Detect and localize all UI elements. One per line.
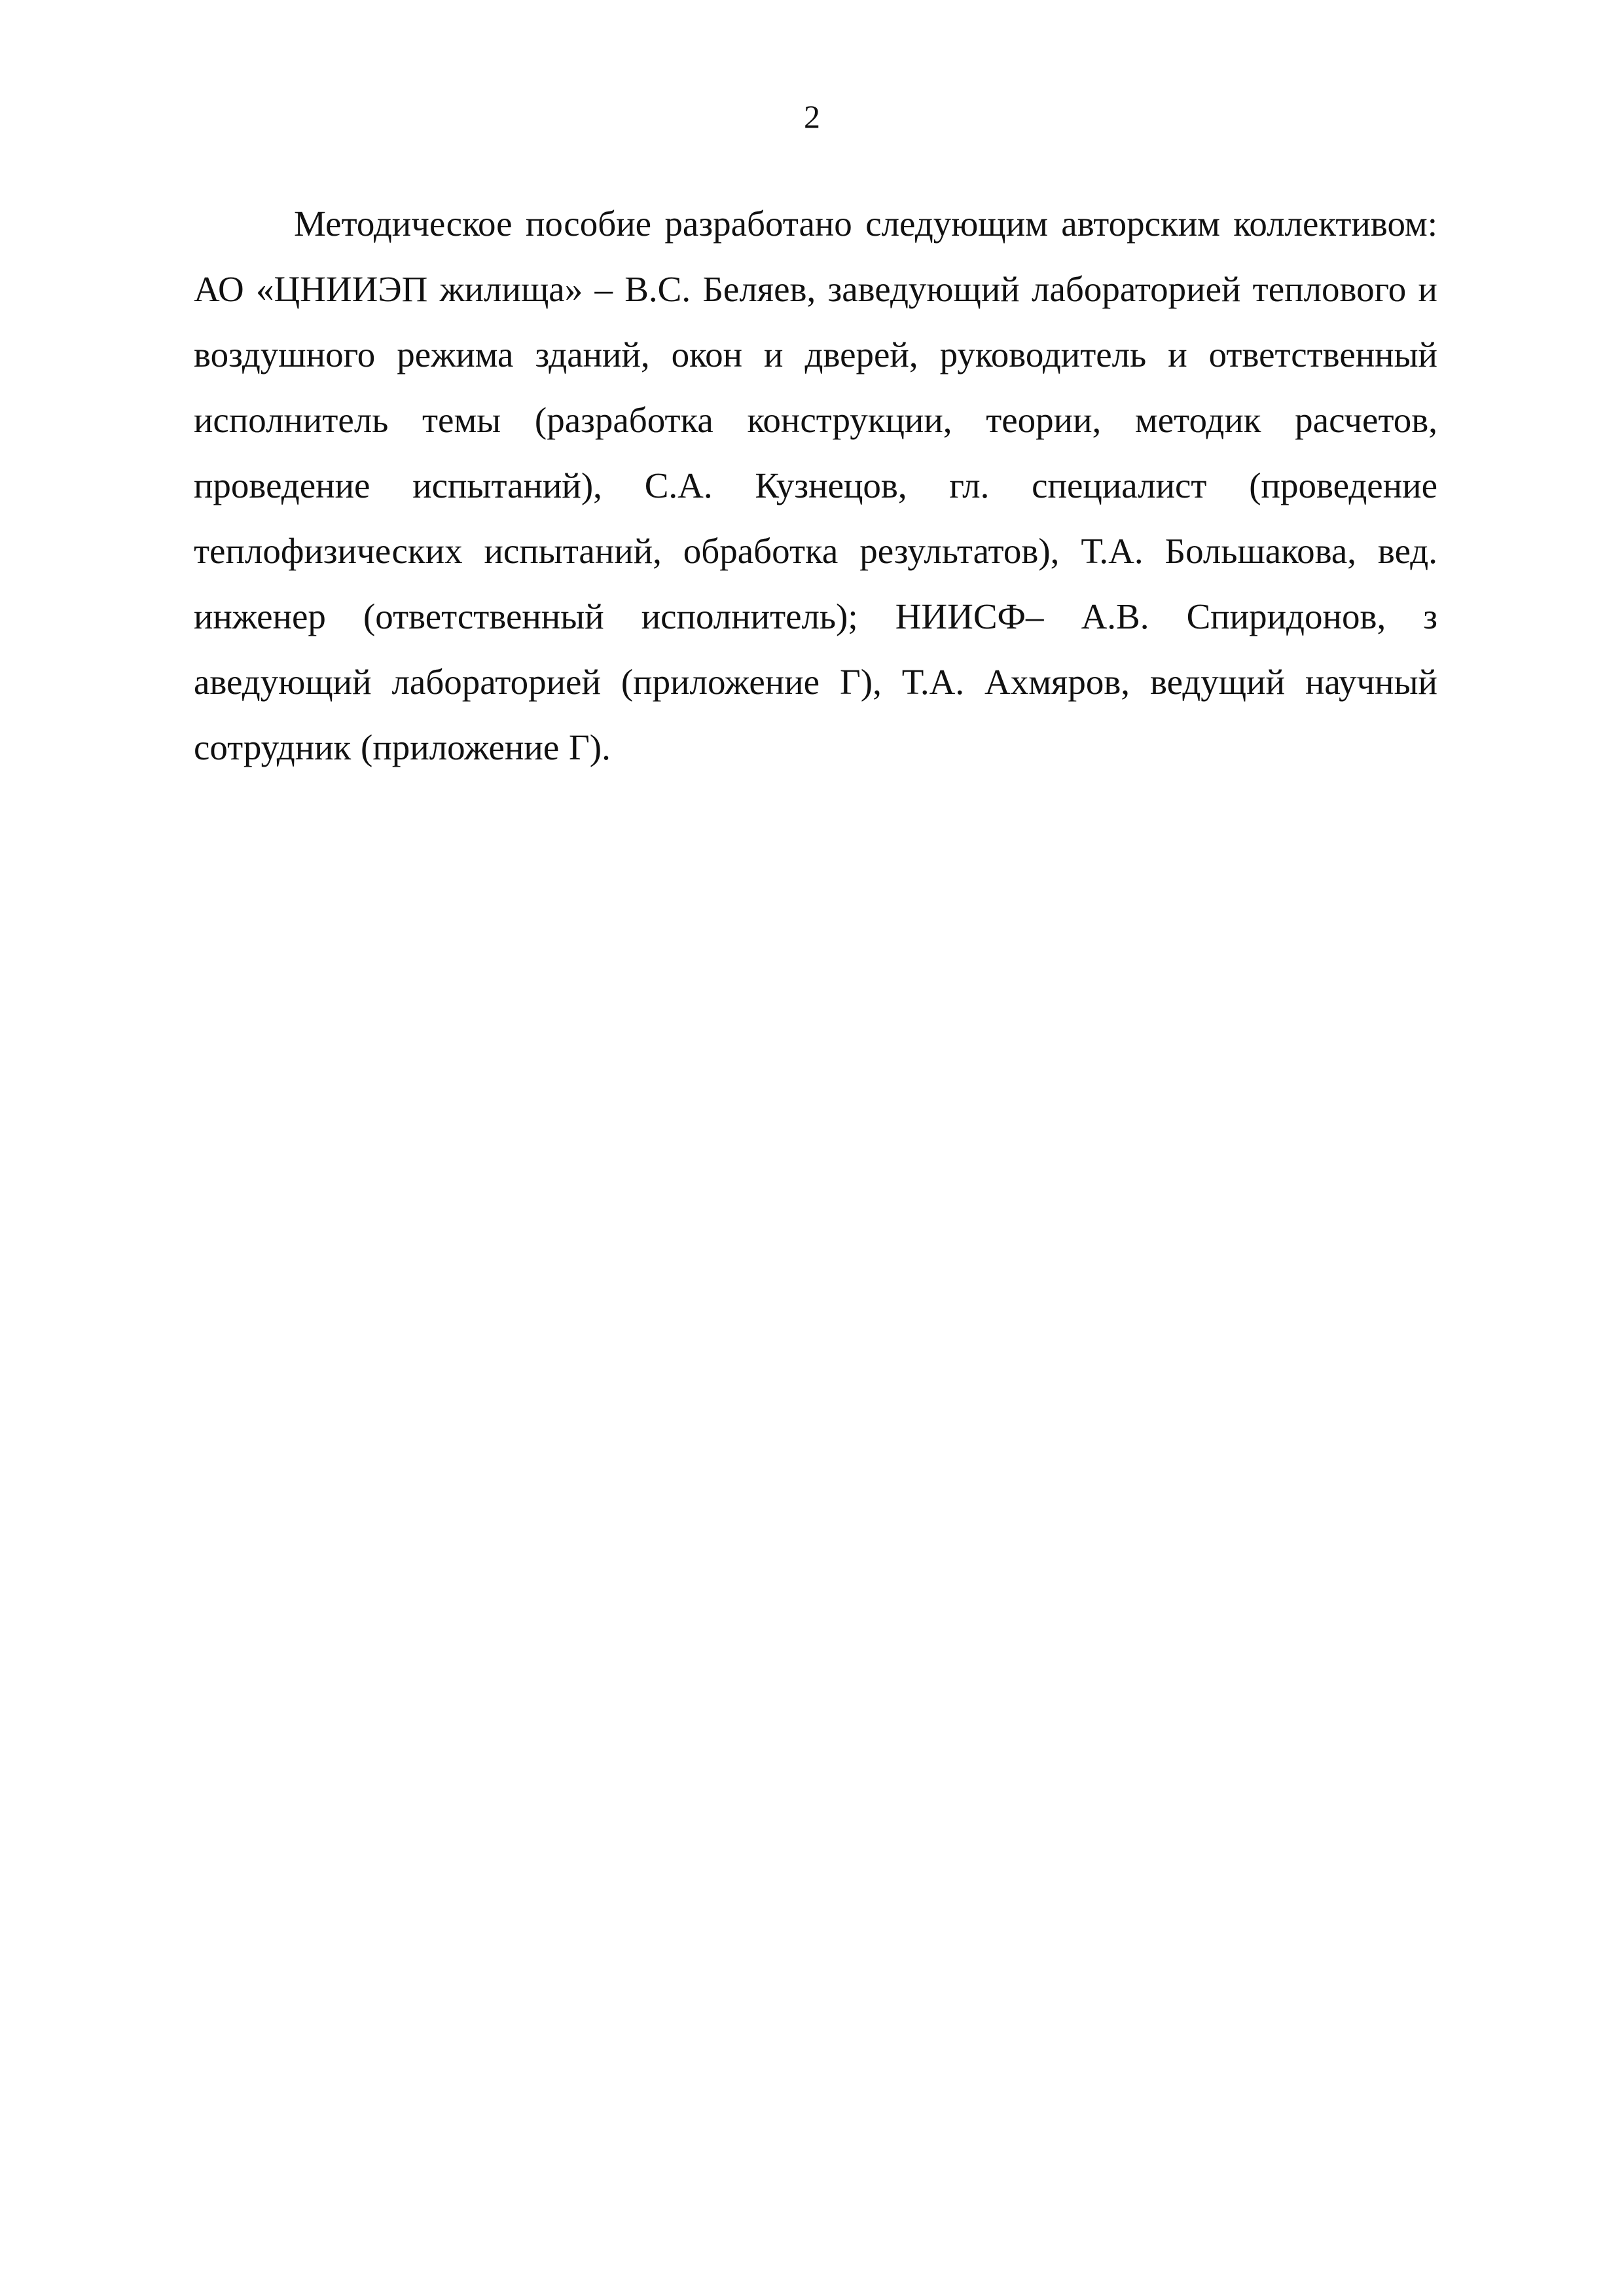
page-number: 2 [804, 98, 820, 135]
authors-paragraph: Методическое пособие разработано следующим авторским коллективом: АО «ЦНИИЭП жилища» – В.С. Беляев, заведующий лабораторией теплового и воздушного режима зданий, окон и дверей, руководитель и ответственный исполнитель темы (разработка конструкции, теории, методик расчетов, проведение испытаний), С.А. Кузнецов, гл. специалист (проведение теплофизических испытаний, обработка результатов), Т.А. Большакова, вед. инженер (ответственный исполнитель); НИИСФ– А.В. Спиридонов, з аведующий лабораторией (приложение Г), Т.А. Ахмяров, ведущий научный сотрудник (приложение Г). [194, 204, 1437, 767]
